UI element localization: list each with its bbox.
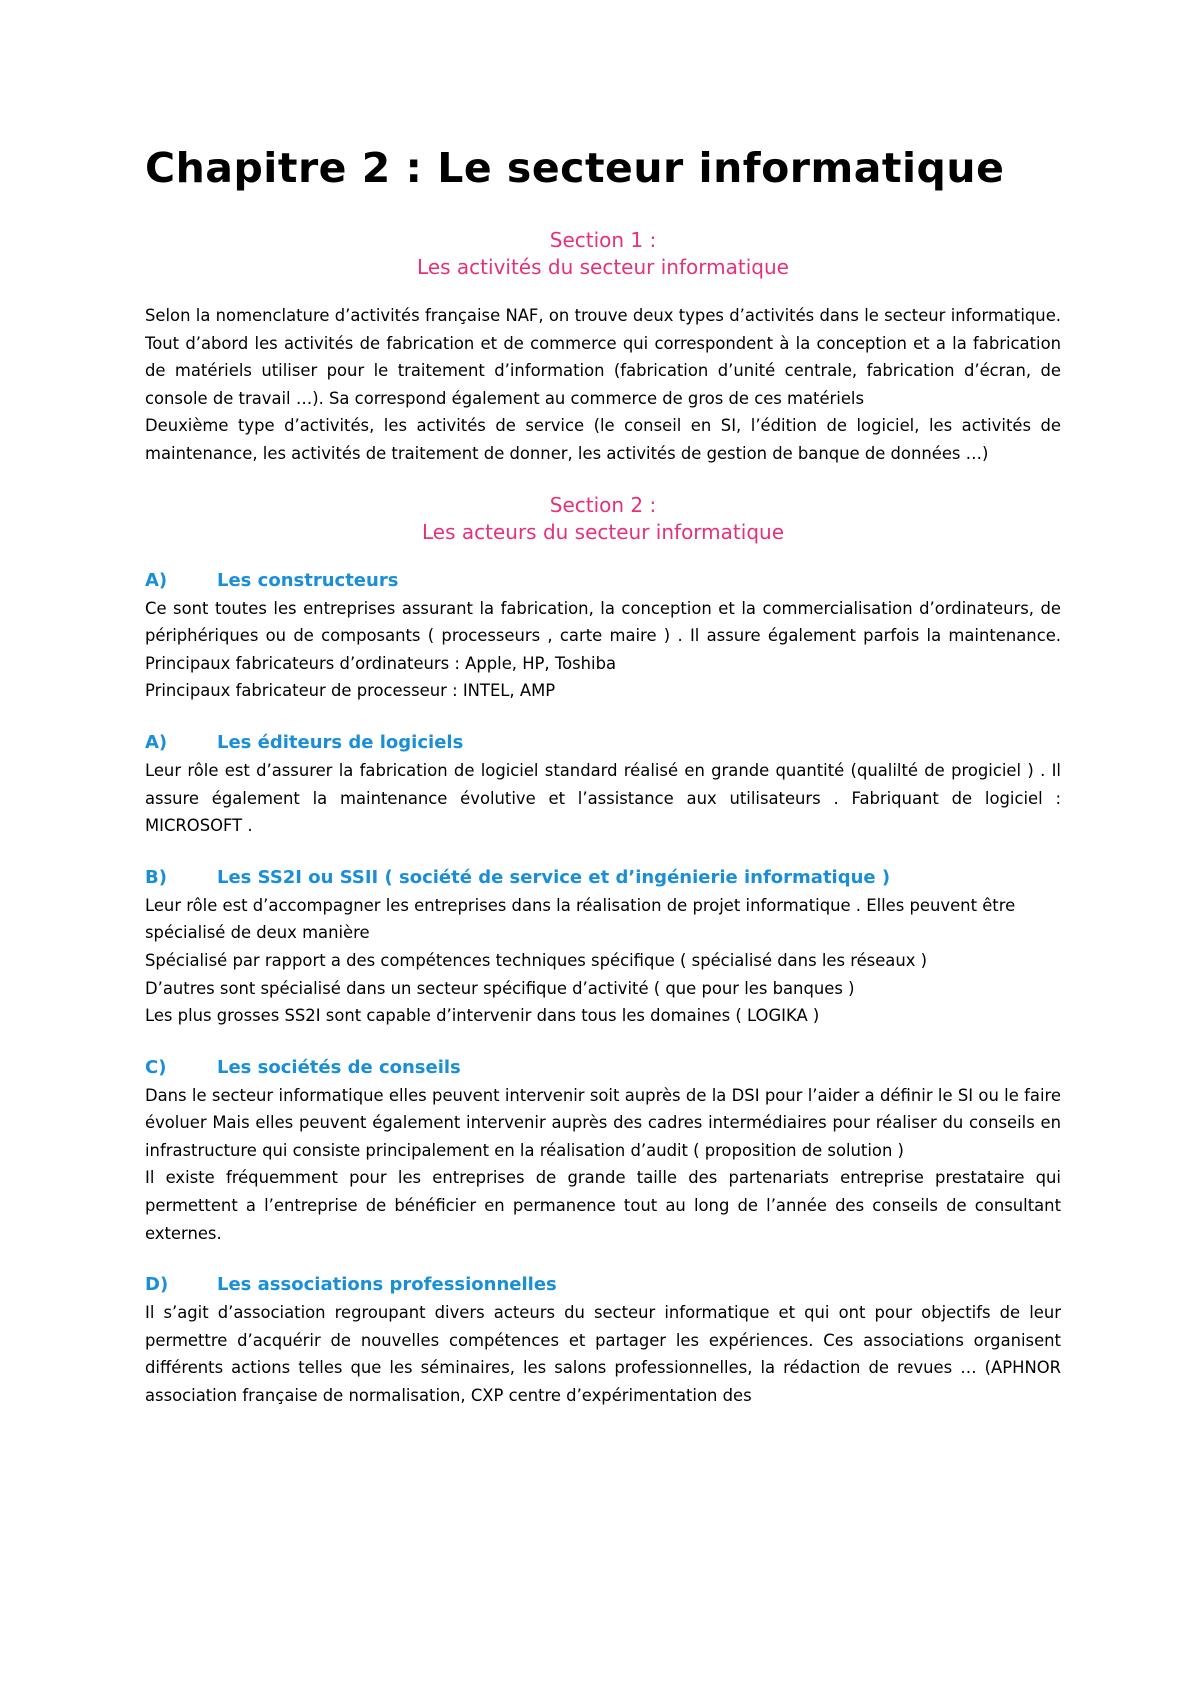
subsection-paragraph: Il s’agit d’association regroupant divers acteurs du secteur informatique et qui ont pour objectifs de leur permettre d’acquérir de nouvelles compétences et partager les expériences. Ces associations organisent différents actions telles que les séminaires, les salons professionnelles, la rédaction de revues … (APHNOR association française de normalisation, CXP centre d’expérimentation des <box>145 1303 1061 1406</box>
subsection-paragraph: Ce sont toutes les entreprises assurant la fabrication, la conception et la commercialisation d’ordinateurs, de périphériques ou de composants ( processeurs , carte maire ) . Il assure également parfois la maintenance. Principaux fabricateurs d’ordinateurs : Apple, HP, Toshiba <box>145 598 1061 673</box>
subsection-heading <box>145 1054 1061 1082</box>
subsection-paragraph: Les plus grosses SS2I sont capable d’intervenir dans tous les domaines ( LOGIKA ) <box>145 1006 820 1026</box>
subsection-letter: C) <box>145 1056 167 1078</box>
subsection-constructeurs <box>145 567 1061 705</box>
subsection-paragraph: D’autres sont spécialisé dans un secteur spécifique d’activité ( que pour les banques ) <box>145 978 855 998</box>
subsection-paragraph: Principaux fabricateur de processeur : INTEL, AMP <box>145 681 556 701</box>
subsection-title: Les associations professionnelles <box>217 1274 557 1296</box>
section-1-body <box>145 302 1061 468</box>
subsection-ss2i <box>145 864 1061 1030</box>
section-1-number: Section 1 : <box>549 228 657 252</box>
subsection-associations <box>145 1271 1061 1409</box>
subsection-title: Les constructeurs <box>217 569 399 591</box>
subsection-heading <box>145 1271 1061 1299</box>
subsection-letter: A) <box>145 569 168 591</box>
subsection-conseils <box>145 1054 1061 1248</box>
subsection-paragraph: Spécialisé par rapport a des compétences techniques spécifique ( spécialisé dans les réseaux ) <box>145 950 928 970</box>
subsection-heading <box>145 729 1061 757</box>
section-2-number: Section 2 : <box>549 492 657 517</box>
chapter-title: Chapitre 2 : Le secteur informatique <box>145 144 1005 192</box>
subsection-paragraph: Dans le secteur informatique elles peuvent intervenir soit auprès de la DSI pour l’aider a définir le SI ou le faire évoluer Mais elles peuvent également intervenir auprès des cadres intermédiaires pour réaliser du conseils en infrastructure qui consiste principalement en la réalisation d’audit ( proposition de solution ) <box>145 1085 1061 1160</box>
subsection-paragraph: Leur rôle est d’assurer la fabrication de logiciel standard réalisé en grande quantité (qualilté de progiciel ) . Il assure également la maintenance évolutive et l’assistance aux utilisateurs . Fabriquant de logiciel : MICROSOFT . <box>145 760 1061 836</box>
section-1-paragraph-2: Deuxième type d’activités, les activités de service (le conseil en SI, l’édition de logiciel, les activités de maintenance, les activités de traitement de donner, les activités de gestion de banque de données …) <box>145 416 1061 463</box>
section-1-heading <box>145 227 1061 281</box>
section-2-heading <box>145 492 1061 546</box>
subsection-editeurs <box>145 729 1061 840</box>
subsection-heading <box>145 864 1061 892</box>
subsection-title: Les sociétés de conseils <box>217 1056 461 1078</box>
subsection-title: Les SS2I ou SSII ( société de service et d’ingénierie informatique ) <box>217 866 891 888</box>
section-1-title: Les activités du secteur informatique <box>417 255 789 279</box>
subsection-letter: D) <box>145 1274 169 1296</box>
subsection-letter: A) <box>145 731 168 753</box>
section-1-paragraph-1: Selon la nomenclature d’activités française NAF, on trouve deux types d’activités dans le secteur informatique. Tout d’abord les activités de fabrication et de commerce qui correspondent à la conception et a la fabrication de matériels utiliser pour le traitement d’information (fabrication d’unité centrale, fabrication d’écran, de console de travail …). Sa correspond également au commerce de gros de ces matériels <box>145 306 1061 408</box>
subsection-title: Les éditeurs de logiciels <box>217 731 464 753</box>
subsection-heading <box>145 567 1061 595</box>
subsection-paragraph: Leur rôle est d’accompagner les entreprises dans la réalisation de projet informatique . Elles peuvent être spécialisé de deux manière <box>145 895 1016 943</box>
subsection-letter: B) <box>145 866 167 888</box>
subsection-paragraph: Il existe fréquemment pour les entreprises de grande taille des partenariats entreprise prestataire qui permettent a l’entreprise de bénéficier en permanence tout au long de l’année des conseils de consultant externes. <box>145 1168 1061 1243</box>
section-2-title: Les acteurs du secteur informatique <box>422 519 784 544</box>
document-page <box>145 140 1061 1434</box>
